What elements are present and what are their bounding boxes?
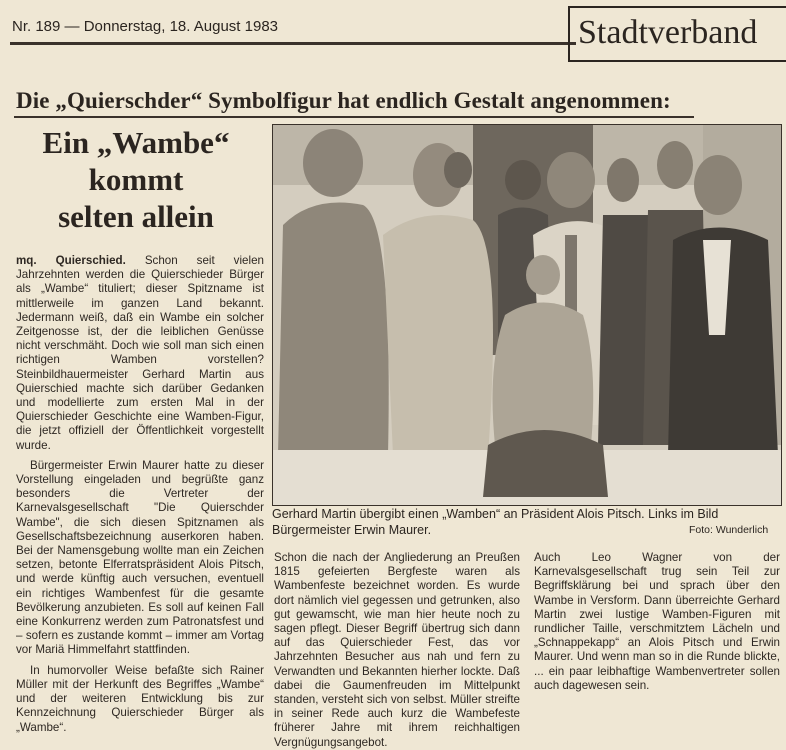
masthead-rule bbox=[10, 42, 576, 45]
headline-line-2: kommt bbox=[88, 162, 184, 197]
article-kicker: Die „Quierschder“ Symbolfigur hat endlich Gestalt angenommen: bbox=[16, 88, 671, 113]
article-paragraph-2: Bürgermeister Erwin Maurer hatte zu dieser Vorstellung eingeladen und begrüßte ganz besonders die Vertreter der Karnevalsgesellschaft "Die Quierschder Wambe", die sich diesen Spitznamen als Gesellschaftsbezeichnung auserkoren haben. Bei der Namensgebung wollte man ein Zeichen setzen, betonte Elferratspräsident Alois Pitsch, und werde künftig auch versuchen, eventuell ein richtiges Wambenfest für die gesamte Bevölkerung anzubieten. Es soll auf keinen Fall eine Konkurrenz werden zum Patronatsfest und – sofern es zustande kommt – immer am Vortag vor Mariä Himmelfahrt stattfinden. bbox=[16, 458, 264, 657]
issue-date-line: Nr. 189 — Donnerstag, 18. August 1983 bbox=[12, 18, 279, 35]
news-photo bbox=[272, 124, 782, 506]
photo-credit: Foto: Wunderlich bbox=[689, 524, 769, 536]
headline-line-1: Ein „Wambe“ bbox=[42, 125, 230, 160]
headline-line-3: selten allein bbox=[58, 199, 214, 234]
article-headline bbox=[12, 124, 260, 235]
article-paragraph-3: In humorvoller Weise befaßte sich Rainer Müller mit der Herkunft des Begriffes „Wambe“ und der weiteren Entwicklung bis zur Kennzeichnung Quierschieder Bürger als „Wambe“. bbox=[16, 663, 264, 734]
section-title-box bbox=[568, 6, 786, 62]
article-paragraph-4: Schon die nach der Angliederung an Preußen 1815 gefeierten Bergfeste waren als Wambenfeste bezeichnet worden. Es wurde dort nämlich viel gegessen und getrunken, also gut gewamscht, wie man hier heute noch zu sagen pflegt. Dieser Begriff übertrug sich dann auf das Quierschieder Fest, das vor Jahrzehnten Besucher aus nah und fern zu Verwandten und Bekannten hierher lockte. Daß dabei die Gaumenfreuden im Mittelpunkt standen, versteht sich von selbst. Müller streifte in seiner Rede auch kurz die Wambefeste früherer Jahre mit ihrem reichhaltigen Vergnügungsangebot. bbox=[274, 551, 520, 749]
paragraph-1-text: Schon seit vielen Jahrzehnten werden die Quierschieder Bürger als „Wambe“ tituliert; dieser Spitzname ist mittlerweile im ganzen Land bekannt. Jedermann weiß, daß ein Wambe ein solcher Zeitgenosse ist, der die leiblichen Genüsse nicht verschmäht. Doch wie soll man sich einen richtigen Wamben vorstellen? Steinbildhauermeister Gerhard Martin aus Quierschied machte sich darüber Gedanken und modellierte zum ersten Mal in der Quierschieder Geschichte eine Wamben-Figur, die jetzt offiziell der Öffentlichkeit vorgestellt wurde. bbox=[16, 254, 264, 452]
article-paragraph-5: Auch Leo Wagner von der Karnevalsgesellschaft trug sein Teil zur Begriffsklärung bei und sprach über den Wambe in Versform. Dann überreichte Gerhard Martin zwei lustige Wamben-Figuren mit rundlicher Taille, verschmitztem Lächeln und „Schnappekapp“ an Alois Pitsch und Erwin Maurer. Und wenn man so in die Runde blickte, ... ein paar leibhaftige Wambenvertreter sollen auch dagewesen sein. bbox=[534, 551, 780, 692]
article-column-2 bbox=[274, 551, 520, 750]
article-lead: mq. Quierschied. bbox=[16, 254, 126, 267]
section-title: Stadtverband bbox=[578, 14, 758, 51]
kicker-rule bbox=[14, 116, 694, 118]
article-column-1 bbox=[16, 254, 264, 735]
article-paragraph-1 bbox=[16, 254, 264, 453]
article-column-3 bbox=[534, 551, 780, 693]
photo-caption: Gerhard Martin übergibt einen „Wamben“ an Präsident Alois Pitsch. Links im Bild Bürgermeister Erwin Maurer. bbox=[272, 507, 719, 537]
